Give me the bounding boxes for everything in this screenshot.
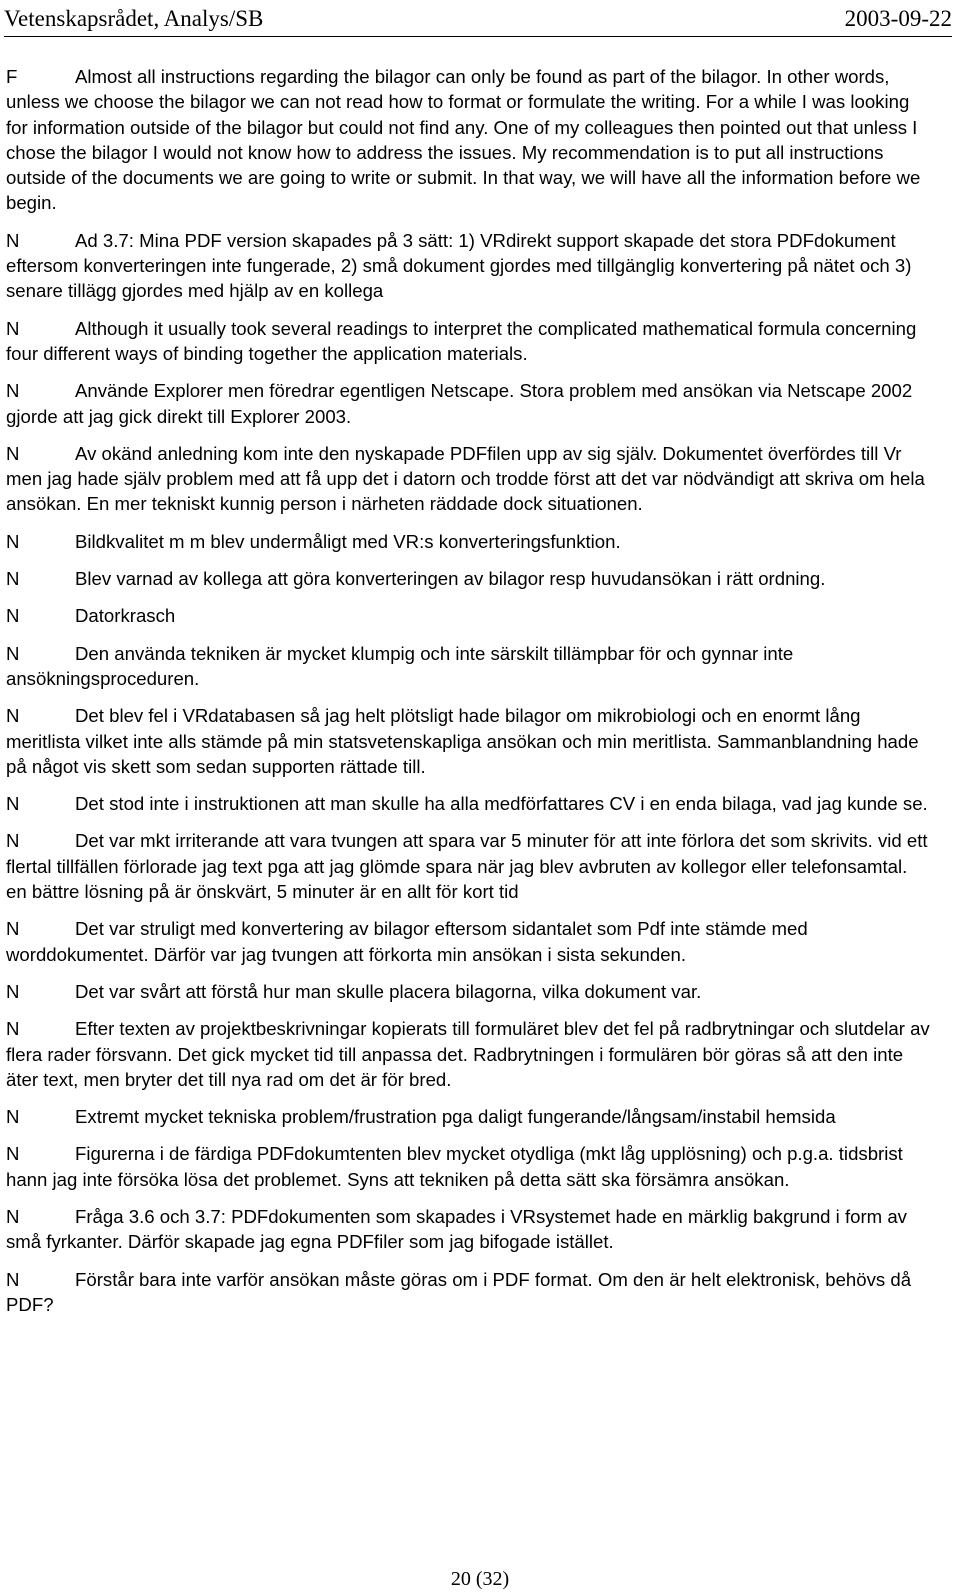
page-number: 20 (32): [450, 1568, 510, 1590]
response-entry: [6, 316, 932, 367]
entry-text: Det var struligt med konvertering av bilagor eftersom sidantalet som Pdf inte stämde med worddokumentet. Därför var jag tvungen att förkorta min ansökan i sista sekunden.: [6, 918, 808, 965]
entry-text: Figurerna i de färdiga PDFdokumtenten blev mycket otydliga (mkt låg upplösning) och p.g.a. tidsbrist hann jag inte försöka lösa det problemet. Syns att tekniken på detta sätt ska försämra ansökan.: [6, 1143, 903, 1190]
entry-marker: N: [6, 918, 20, 940]
entry-text: Den använda tekniken är mycket klumpig och inte särskilt tillämpbar för och gynnar inte ansökningsproceduren.: [6, 642, 794, 689]
response-entry: [6, 828, 932, 904]
entry-text: Extremt mycket tekniska problem/frustration pga daligt fungerande/långsam/instabil hemsida: [75, 1106, 836, 1128]
entry-text: Almost all instructions regarding the bilagor can only be found as part of the bilagor. In other words, unless we choose the bilagor we can not read how to format or formulate the writing. For a while I was looking for information outside of the bilagor but could not find any. One of my colleagues then pointed out that unless I chose the bilagor I would not know how to address the issues. My recommendation is to put all instructions outside of the documents we are going to write or submit. In that way, we will have all the information before we begin.: [6, 66, 921, 214]
entry-text: Det blev fel i VRdatabasen så jag helt plötsligt hade bilagor om mikrobiologi och en enormt lång meritlista vilket inte alls stämde på min statsvetenskapliga ansökan och min meritlista. Sammanblandning hade på något vis skett som sedan supporten rättade till.: [6, 705, 919, 777]
entry-text: Fråga 3.6 och 3.7: PDFdokumenten som skapades i VRsystemet hade en märklig bakgrund i form av små fyrkanter. Därför skapade jag egna PDFfiler som jag bifogade istället.: [6, 1205, 907, 1253]
entry-marker: N: [6, 642, 20, 664]
response-entry: [6, 64, 932, 216]
response-entry: [6, 378, 932, 429]
entry-text: Av okänd anledning kom inte den nyskapade PDFfilen upp av sig själv. Dokumentet överfördes till Vr men jag hade själv problem med att få upp det i datorn och trodde först att det var nödvändigt att skriva om hela ansökan. En mer tekniskt kunnig person i närheten räddade dock situationen.: [6, 442, 925, 515]
entry-marker: N: [6, 568, 20, 590]
header-divider: [4, 36, 952, 37]
response-entry: [6, 791, 932, 816]
response-entry: [6, 1141, 932, 1192]
entry-text: Ad 3.7: Mina PDF version skapades på 3 sätt: 1) VRdirekt support skapade det stora PDFdokument eftersom konverteringen inte fungerade, 2) små dokument gjordes med tillgänglig konvertering på nätet och 3) senare tillägg gjordes med hjälp av en kollega: [6, 229, 912, 302]
entry-text: Det var mkt irriterande att vara tvungen att spara var 5 minuter för att inte förlora det som skrivits. vid ett flertal tillfällen förlorade jag text pga att jag glömde spara när jag blev avbruten av kollegor eller telefonsamtal. en bättre lösning på är önskvärt, 5 minuter är en allt för kort tid: [6, 830, 928, 903]
response-entry: [6, 1267, 932, 1318]
entry-text: Blev varnad av kollega att göra konverteringen av bilagor resp huvudansökan i rätt ordning.: [75, 568, 826, 590]
response-entry: [6, 1016, 932, 1092]
entry-marker: F: [6, 66, 18, 87]
page-header: [4, 4, 952, 34]
entry-marker: N: [6, 1143, 20, 1165]
entry-marker: N: [6, 1018, 20, 1040]
entry-text: Bildkvalitet m m blev undermåligt med VR:s konverteringsfunktion.: [75, 530, 621, 552]
response-entry: [6, 703, 932, 779]
entry-marker: N: [6, 793, 20, 815]
response-entry: [6, 1104, 932, 1129]
response-entry: [6, 603, 932, 628]
entry-text: Although it usually took several readings to interpret the complicated mathematical formula concerning four different ways of binding together the application materials.: [6, 317, 917, 364]
entry-text: Datorkrasch: [75, 605, 176, 627]
entry-marker: N: [6, 830, 20, 852]
entry-marker: N: [6, 605, 20, 627]
entry-marker: N: [6, 1106, 20, 1128]
entry-marker: N: [6, 317, 20, 339]
response-entry: [6, 979, 932, 1004]
entry-marker: N: [6, 380, 20, 402]
response-entry: [6, 641, 932, 692]
response-entry: [6, 228, 932, 304]
entry-marker: N: [6, 705, 20, 727]
response-entry: [6, 1204, 932, 1255]
entry-marker: N: [6, 530, 20, 552]
document-body: [6, 64, 932, 1329]
response-entry: [6, 566, 932, 591]
header-organization: Vetenskapsrådet, Analys/SB: [4, 6, 264, 31]
entry-text: Det var svårt att förstå hur man skulle placera bilagorna, vilka dokument var.: [75, 980, 702, 1002]
response-entry: [6, 916, 932, 967]
response-entry: [6, 529, 932, 554]
entry-text: Det stod inte i instruktionen att man skulle ha alla medförfattares CV i en enda bilaga, vad jag kunde se.: [75, 793, 928, 815]
entry-marker: N: [6, 442, 20, 464]
entry-text: Förstår bara inte varför ansökan måste göras om i PDF format. Om den är helt elektronisk, behövs då PDF?: [6, 1268, 912, 1315]
entry-text: Efter texten av projektbeskrivningar kopierats till formuläret blev det fel på radbrytningar och slutdelar av flera rader försvann. Det gick mycket tid till anpassa det. Radbrytningen i formulären bör göras så att den inte äter text, men bryter det till nya rad om det är för bred.: [6, 1018, 930, 1090]
entry-marker: N: [6, 1268, 20, 1290]
response-entry: [6, 441, 932, 517]
entry-marker: N: [6, 229, 20, 251]
entry-marker: N: [6, 980, 20, 1002]
entry-text: Använde Explorer men föredrar egentligen Netscape. Stora problem med ansökan via Netscape 2002 gjorde att jag gick direkt till Explorer 2003.: [6, 380, 913, 427]
entry-marker: N: [6, 1205, 20, 1227]
header-date: 2003-09-22: [844, 6, 952, 31]
